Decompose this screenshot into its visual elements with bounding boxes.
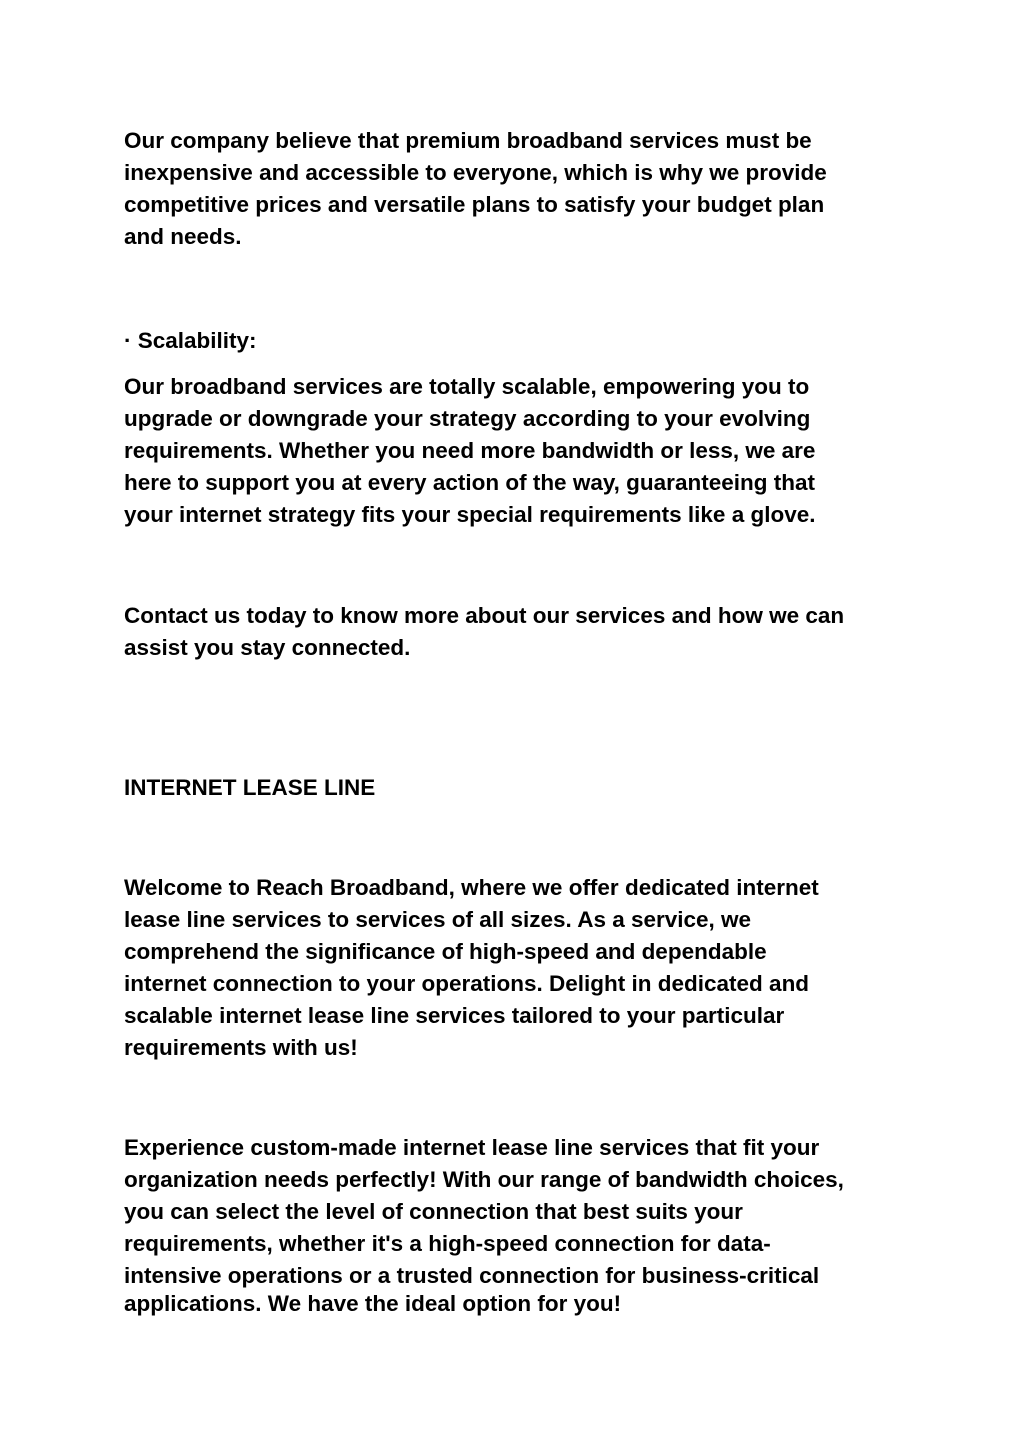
text-line: upgrade or downgrade your strategy according to your evolving bbox=[124, 406, 811, 431]
text-line: inexpensive and accessible to everyone, which is why we provide bbox=[124, 160, 827, 185]
scalability-heading bbox=[124, 325, 904, 357]
text-line: Experience custom-made internet lease line services that fit your bbox=[124, 1135, 820, 1160]
welcome-paragraph bbox=[124, 872, 904, 1064]
heading-text: · Scalability: bbox=[124, 328, 257, 353]
text-line: requirements with us! bbox=[124, 1035, 358, 1060]
text-line: lease line services to services of all sizes. As a service, we bbox=[124, 907, 752, 932]
intro-paragraph bbox=[124, 125, 904, 253]
text-line: comprehend the significance of high-speed and dependable bbox=[124, 939, 767, 964]
text-line: applications. We have the ideal option for you! bbox=[124, 1291, 622, 1316]
text-line: your internet strategy fits your special requirements like a glove. bbox=[124, 502, 816, 527]
scalability-paragraph bbox=[124, 371, 904, 531]
text-line: requirements. Whether you need more bandwidth or less, we are bbox=[124, 438, 816, 463]
text-line: competitive prices and versatile plans to satisfy your budget plan bbox=[124, 192, 825, 217]
text-line: requirements, whether it's a high-speed connection for data- bbox=[124, 1231, 771, 1256]
section-title bbox=[124, 772, 904, 804]
text-line: assist you stay connected. bbox=[124, 635, 411, 660]
contact-paragraph bbox=[124, 600, 904, 664]
text-line: Our broadband services are totally scalable, empowering you to bbox=[124, 374, 810, 399]
section-title-text: INTERNET LEASE LINE bbox=[124, 775, 376, 800]
text-line: internet connection to your operations. Delight in dedicated and bbox=[124, 971, 810, 996]
text-line: intensive operations or a trusted connection for business-critical bbox=[124, 1263, 820, 1288]
text-line: and needs. bbox=[124, 224, 242, 249]
text-line: you can select the level of connection that best suits your bbox=[124, 1199, 743, 1224]
experience-paragraph bbox=[124, 1132, 904, 1320]
text-line: organization needs perfectly! With our range of bandwidth choices, bbox=[124, 1167, 844, 1192]
text-line: Contact us today to know more about our services and how we can bbox=[124, 603, 845, 628]
text-line: Welcome to Reach Broadband, where we offer dedicated internet bbox=[124, 875, 819, 900]
text-line: scalable internet lease line services tailored to your particular bbox=[124, 1003, 785, 1028]
text-line: Our company believe that premium broadband services must be bbox=[124, 128, 812, 153]
text-line: here to support you at every action of the way, guaranteeing that bbox=[124, 470, 815, 495]
